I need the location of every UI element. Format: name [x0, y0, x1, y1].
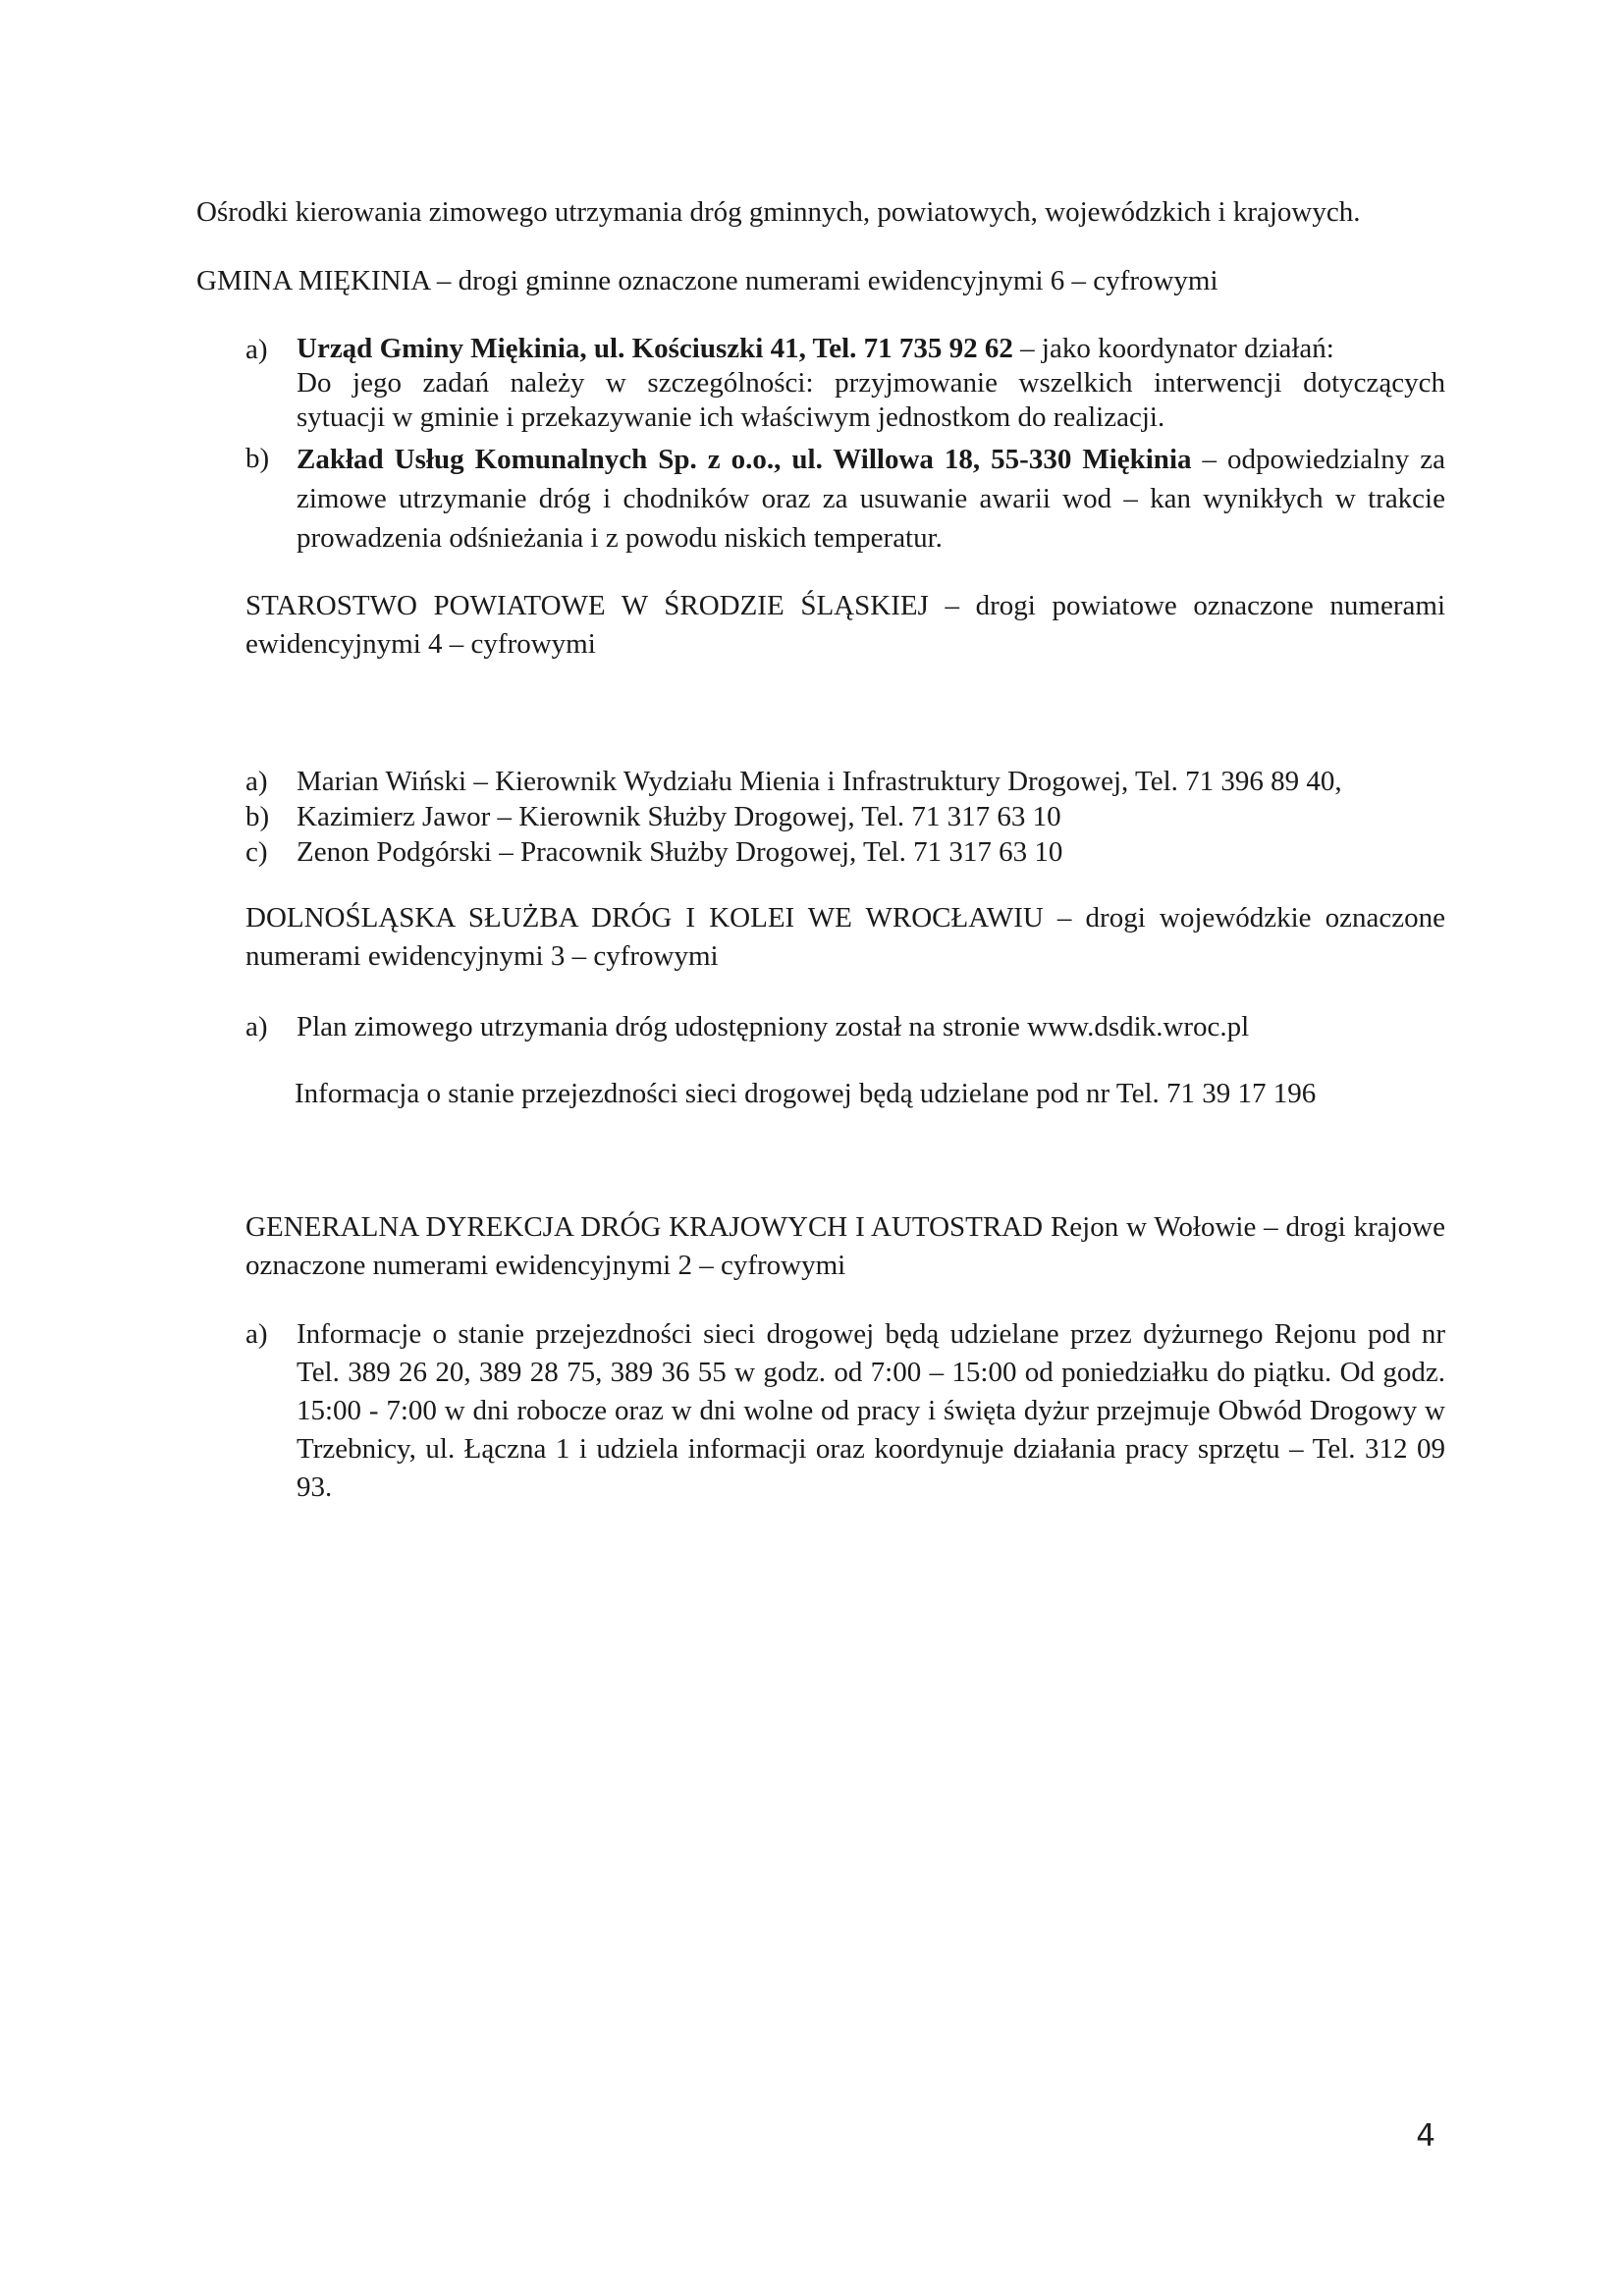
list-marker: b) [245, 443, 270, 474]
gddkia-item-a-text: Informacje o stanie przejezdności sieci drogowej będą udzielane przez dyżurnego Rejonu pod nr Tel. 389 26 20, 389 28 75, 389 36 55 w godz. od 7:00 – 15:00 od poniedziałku do piątku. Od godz. 15:00 - 7:00 w dni robocze oraz w dni wolne od pracy i święta dyżur przejmuje Obwód Drogowy w Trzebnicy, ul. Łączna 1 i udziela informacji oraz koordynuje działania pracy sprzętu – Tel. 312 09 93. [297, 1318, 1445, 1503]
dsdik-heading: DOLNOŚLĄSKA SŁUŻBA DRÓG I KOLEI WE WROCŁAWIU – drogi wojewódzkie oznaczone numerami ewidencyjnymi 3 – cyfrowymi [245, 902, 1445, 972]
gmina-item-a-bold: Urząd Gminy Miękinia, ul. Kościuszki 41, Tel. 71 735 92 62 [297, 333, 1013, 364]
starostwo-item-c-text: Zenon Podgórski – Pracownik Służby Drogowej, Tel. 71 317 63 10 [297, 836, 1063, 868]
list-marker: a) [245, 334, 268, 365]
list-marker: a) [245, 1318, 268, 1350]
gmina-item-b-bold: Zakład Usług Komunalnych Sp. z o.o., ul. Willowa 18, 55-330 Miękinia [297, 444, 1192, 475]
list-marker: c) [245, 836, 268, 868]
gmina-item-a-line3: sytuacji w gminie i przekazywanie ich właściwym jednostkom do realizacji. [297, 401, 1165, 433]
list-marker: a) [245, 766, 268, 797]
starostwo-heading: STAROSTWO POWIATOWE W ŚRODZIE ŚLĄSKIEJ – drogi powiatowe oznaczone numerami ewidencyjnymi 4 – cyfrowymi [245, 590, 1445, 660]
dsdik-item-a-text: Plan zimowego utrzymania dróg udostępniony został na stronie www.dsdik.wroc.pl [297, 1011, 1250, 1042]
starostwo-item-a-text: Marian Wiński – Kierownik Wydziału Mienia i Infrastruktury Drogowej, Tel. 71 396 89 40, [297, 766, 1342, 797]
starostwo-item-b-text: Kazimierz Jawor – Kierownik Służby Drogowej, Tel. 71 317 63 10 [297, 801, 1061, 832]
gmina-item-b-rest: – odpowiedzialny za zimowe utrzymanie dróg i chodników oraz za usuwanie awarii wod – kan wynikłych w trakcie prowadzenia odśnieżania i z powodu niskich temperatur. [297, 444, 1445, 554]
gmina-item-a-text [297, 332, 1445, 435]
page-number: 4 [1416, 2118, 1435, 2154]
gmina-item-a-rest: – jako koordynator działań: [1012, 333, 1334, 364]
gmina-item-a-line2: Do jego zadań należy w szczególności: przyjmowanie wszelkich interwencji dotyczących [297, 367, 1445, 399]
list-marker: a) [245, 1011, 268, 1042]
gmina-item-b-text [297, 440, 1445, 558]
gmina-heading: GMINA MIĘKINIA – drogi gminne oznaczone numerami ewidencyjnymi 6 – cyfrowymi [196, 265, 1218, 296]
dsdik-note: Informacja o stanie przejezdności sieci drogowej będą udzielane pod nr Tel. 71 39 17 196 [295, 1078, 1317, 1109]
gddkia-heading: GENERALNA DYREKCJA DRÓG KRAJOWYCH I AUTOSTRAD Rejon w Wołowie – drogi krajowe oznaczone numerami ewidencyjnymi 2 – cyfrowymi [245, 1211, 1445, 1281]
intro-paragraph: Ośrodki kierowania zimowego utrzymania dróg gminnych, powiatowych, wojewódzkich i krajowych. [196, 196, 1361, 228]
list-marker: b) [245, 801, 270, 832]
